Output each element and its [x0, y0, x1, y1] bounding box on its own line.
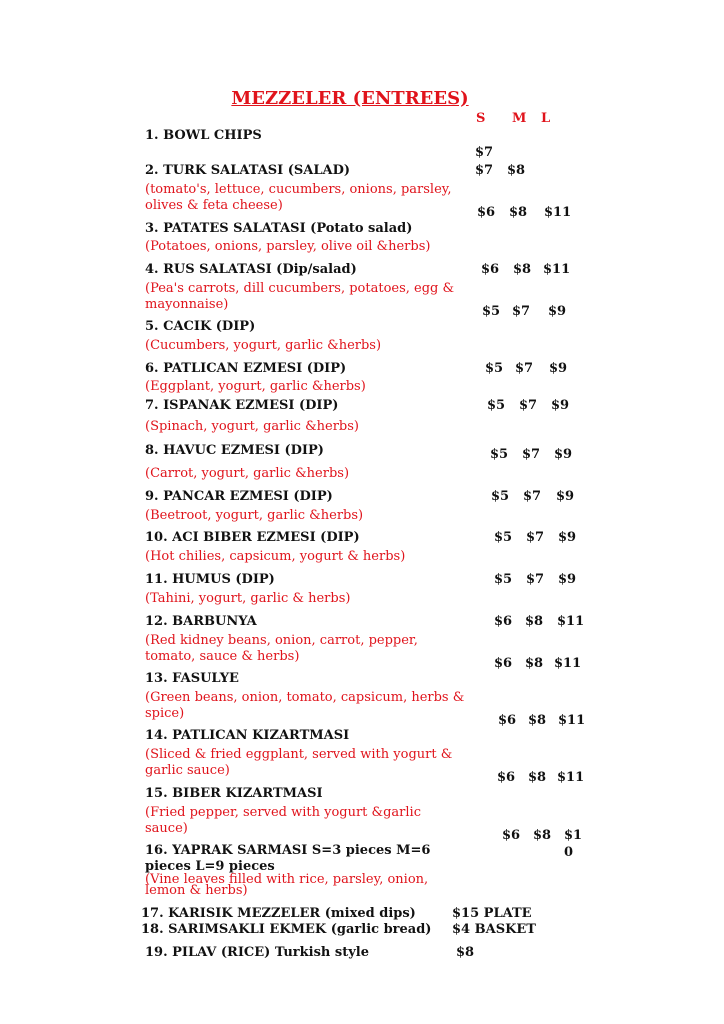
price-row-6-m: $7: [515, 361, 534, 376]
price-row-8-m: $7: [522, 447, 541, 462]
item-14-name: 14. PATLICAN KIZARTMASI: [145, 728, 350, 743]
price-row-8-l: $9: [554, 447, 573, 462]
item-2-desc: (tomato's, lettuce, cucumbers, onions, parsley, olives & feta cheese): [145, 182, 452, 213]
item-6-name: 6. PATLICAN EZMESI (DIP): [145, 361, 347, 376]
price-row-5-m: $7: [512, 304, 531, 319]
item-13-desc: (Green beans, onion, tomato, capsicum, herbs & spice): [145, 690, 465, 721]
item-7-desc: (Spinach, yogurt, garlic &herbs): [145, 419, 359, 434]
price-row-11-m: $7: [526, 572, 545, 587]
item-15-desc: (Fried pepper, served with yogurt &garlic sauce): [145, 805, 421, 836]
item-6-desc: (Eggplant, yogurt, garlic &herbs): [145, 379, 366, 394]
item-5-name: 5. CACIK (DIP): [145, 319, 256, 334]
item-10-name: 10. ACI BIBER EZMESI (DIP): [145, 530, 360, 545]
price-row-7-s: $5: [487, 398, 506, 413]
price-row-4-s: $6: [481, 262, 500, 277]
item-8-desc: (Carrot, yogurt, garlic &herbs): [145, 466, 350, 481]
item-10-desc: (Hot chilies, capsicum, yogurt & herbs): [145, 549, 406, 564]
price-row-3-m: $8: [509, 205, 528, 220]
price-row-1-s: $7: [475, 145, 494, 160]
price-row-3-l: $11: [544, 205, 572, 220]
item-18-price: $4 BASKET: [452, 922, 536, 937]
item-7-name: 7. ISPANAK EZMESI (DIP): [145, 398, 339, 413]
price-row-9-s: $5: [491, 489, 510, 504]
item-1-name: 1. BOWL CHIPS: [145, 128, 262, 143]
price-row-13-m: $8: [525, 656, 544, 671]
item-9-desc: (Beetroot, yogurt, garlic &herbs): [145, 508, 364, 523]
price-row-6-l: $9: [549, 361, 568, 376]
item-15-name: 15. BIBER KIZARTMASI: [145, 786, 323, 801]
item-9-name: 9. PANCAR EZMESI (DIP): [145, 489, 333, 504]
size-header-m: M: [512, 111, 527, 126]
price-row-13-s: $6: [494, 656, 513, 671]
price-row-10-m: $7: [526, 530, 545, 545]
price-row-10-l: $9: [558, 530, 577, 545]
price-row-8-s: $5: [490, 447, 509, 462]
item-11-desc: (Tahini, yogurt, garlic & herbs): [145, 591, 351, 606]
price-row-15-l: $11: [557, 770, 585, 785]
item-17-name: 17. KARISIK MEZZELER (mixed dips): [141, 906, 416, 921]
item-11-name: 11. HUMUS (DIP): [145, 572, 275, 587]
page-title: MEZZELER (ENTREES): [231, 88, 469, 109]
item-3-name: 3. PATATES SALATASI (Potato salad): [145, 221, 413, 236]
price-row-15-s: $6: [497, 770, 516, 785]
item-19-name: 19. PILAV (RICE) Turkish style: [145, 945, 369, 960]
item-5-desc: (Cucumbers, yogurt, garlic &herbs): [145, 338, 382, 353]
price-row-9-m: $7: [523, 489, 542, 504]
price-row-13-l: $11: [554, 656, 582, 671]
item-2-name: 2. TURK SALATASI (SALAD): [145, 163, 351, 178]
item-3-desc: (Potatoes, onions, parsley, olive oil &herbs): [145, 239, 431, 254]
item-12-desc: (Red kidney beans, onion, carrot, pepper, tomato, sauce & herbs): [145, 633, 418, 664]
price-row-11-s: $5: [494, 572, 513, 587]
price-row-16-l: $1: [564, 828, 583, 843]
price-row-4-m: $8: [513, 262, 532, 277]
price-row-14-m: $8: [528, 713, 547, 728]
item-18-name: 18. SARIMSAKLI EKMEK (garlic bread): [141, 922, 432, 937]
price-row-5-l: $9: [548, 304, 567, 319]
item-17-price: $15 PLATE: [452, 906, 532, 921]
item-12-name: 12. BARBUNYA: [145, 614, 257, 629]
price-row-2-s: $7: [475, 163, 494, 178]
item-16-name: 16. YAPRAK SARMASI S=3 pieces M=6 pieces L=9 pieces: [145, 843, 431, 874]
price-row-14-l: $11: [558, 713, 586, 728]
price-row-16-s: $6: [502, 828, 521, 843]
price-row-7-m: $7: [519, 398, 538, 413]
price-row-6-s: $5: [485, 361, 504, 376]
price-row-12-m: $8: [525, 614, 544, 629]
price-row-12-l: $11: [557, 614, 585, 629]
price-row-7-l: $9: [551, 398, 570, 413]
item-19-price: $8: [456, 945, 475, 960]
price-row-12-s: $6: [494, 614, 513, 629]
item-16-desc: (Vine leaves filled with rice, parsley, onion, lemon & herbs): [145, 872, 429, 898]
price-row-4-l: $11: [543, 262, 571, 277]
price-row-15-m: $8: [528, 770, 547, 785]
price-row-3-s: $6: [477, 205, 496, 220]
price-row-11-l: $9: [558, 572, 577, 587]
price-row-10-s: $5: [494, 530, 513, 545]
price-row-16-l-cont: 0: [564, 845, 574, 860]
item-8-name: 8. HAVUC EZMESI (DIP): [145, 443, 324, 458]
price-row-2-m: $8: [507, 163, 526, 178]
price-row-14-s: $6: [498, 713, 517, 728]
price-row-5-s: $5: [482, 304, 501, 319]
item-4-name: 4. RUS SALATASI (Dip/salad): [145, 262, 357, 277]
price-row-9-l: $9: [556, 489, 575, 504]
size-header-s: S: [476, 111, 486, 126]
size-header-l: L: [541, 111, 551, 126]
price-row-16-m: $8: [533, 828, 552, 843]
item-4-desc: (Pea's carrots, dill cucumbers, potatoes, egg & mayonnaise): [145, 281, 455, 312]
item-14-desc: (Sliced & fried eggplant, served with yogurt & garlic sauce): [145, 747, 453, 778]
item-13-name: 13. FASULYE: [145, 671, 239, 686]
